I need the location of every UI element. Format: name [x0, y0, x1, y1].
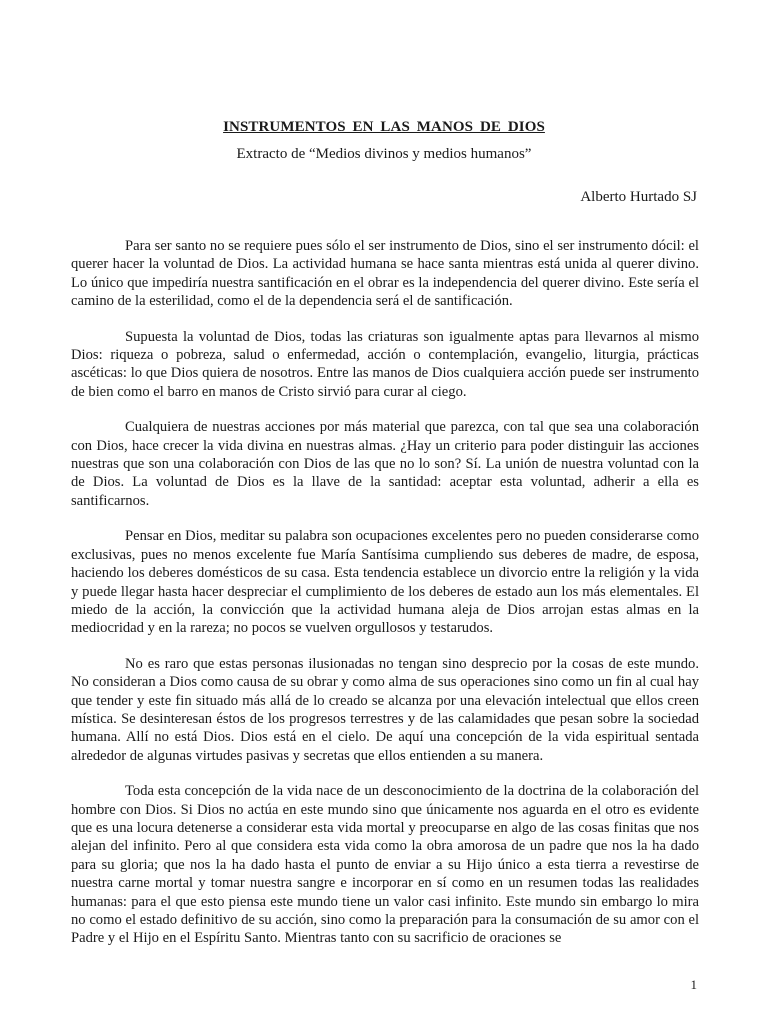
paragraph: Supuesta la voluntad de Dios, todas las criaturas son igualmente aptas para llevarnos al mismo Dios: riqueza o pobreza, salud o enfermedad, acción o contemplación, evangelio, liturgia, prácticas ascéticas: lo que Dios quiera de nosotros. Entre las manos de Dios cualquiera acción puede ser instrumento de bien como el barro en manos de Cristo sirvió para curar al ciego.	[71, 328, 699, 400]
paragraph: Toda esta concepción de la vida nace de un desconocimiento de la doctrina de la colaboración del hombre con Dios. Si Dios no actúa en este mundo sino que únicamente nos aguarda en el otro es evidente que es una locura detenerse a considerar esta vida mortal y preocuparse en algo de las cosas finitas que nos alejan del infinito. Pero al que considera esta vida como la obra amorosa de un padre que nos la ha dado para su gloria; que nos la ha dado hasta el punto de enviar a su Hijo único a esta tierra a revestirse de nuestra carne mortal y tomar nuestra sangre e incorporar en sí como en un resumen todas las realidades humanas: para el que esto piensa este mundo tiene un valor casi infinito. Este mundo sin embargo lo mira no como el estado definitivo de su acción, sino como la preparación para la consumación de su amor con el Padre y el Hijo en el Espíritu Santo. Mientras tanto con su sacrificio de oraciones se	[71, 783, 699, 947]
document-author: Alberto Hurtado SJ	[580, 189, 697, 205]
document-body	[71, 237, 699, 965]
paragraph: Para ser santo no se requiere pues sólo el ser instrumento de Dios, sino el ser instrumento dócil: el querer hacer la voluntad de Dios. La actividad humana se hace santa mientras está unida al querer divino. Lo único que impediría nuestra santificación en el obrar es la independencia del querer divino. Este sería el camino de la esterilidad, como el de la dependencia será el de santificación.	[71, 238, 699, 310]
page-number: 1	[690, 977, 697, 992]
paragraph: No es raro que estas personas ilusionadas no tengan sino desprecio por la cosas de este mundo. No consideran a Dios como causa de su obrar y como alma de sus operaciones sino como un fin al cual hay que tender y este fin situado más allá de lo creado se alcanza por una elevación intelectual que ellos creen mística. Se desinteresan éstos de los progresos terrestres y de las calamidades que pesan sobre la sociedad humana. Allí no está Dios. Dios está en el cielo. De aquí una concepción de la vida espiritual sentada alrededor de algunas virtudes pasivas y secretas que ellos entienden a su manera.	[71, 655, 699, 764]
document-subtitle: Extracto de “Medios divinos y medios humanos”	[236, 146, 532, 162]
paragraph: Pensar en Dios, meditar su palabra son ocupaciones excelentes pero no pueden considerarse como exclusivas, pues no menos excelente fue María Santísima cumpliendo sus deberes de madre, de esposa, haciendo los deberes domésticos de su casa. Esta tendencia establece un divorcio entre la religión y la vida y puede llegar hasta hacer despreciar el cumplimiento de los deberes de estado aun los más elementales. El miedo de la acción, la convicción que la actividad humana aleja de Dios arrojan estas almas en la mediocridad y en la rareza; no pocos se vuelven orgullosos y testarudos.	[71, 528, 699, 637]
paragraph: Cualquiera de nuestras acciones por más material que parezca, con tal que sea una colaboración con Dios, hace crecer la vida divina en nuestras almas. ¿Hay un criterio para poder distinguir las acciones nuestras que son una colaboración con Dios de las que no lo son? Sí. La unión de nuestra voluntad con la de Dios. La voluntad de Dios es la llave de la santidad: aceptar esta voluntad, adherir a ella es santificarnos.	[71, 419, 699, 509]
document-title: INSTRUMENTOS EN LAS MANOS DE DIOS	[223, 119, 545, 135]
